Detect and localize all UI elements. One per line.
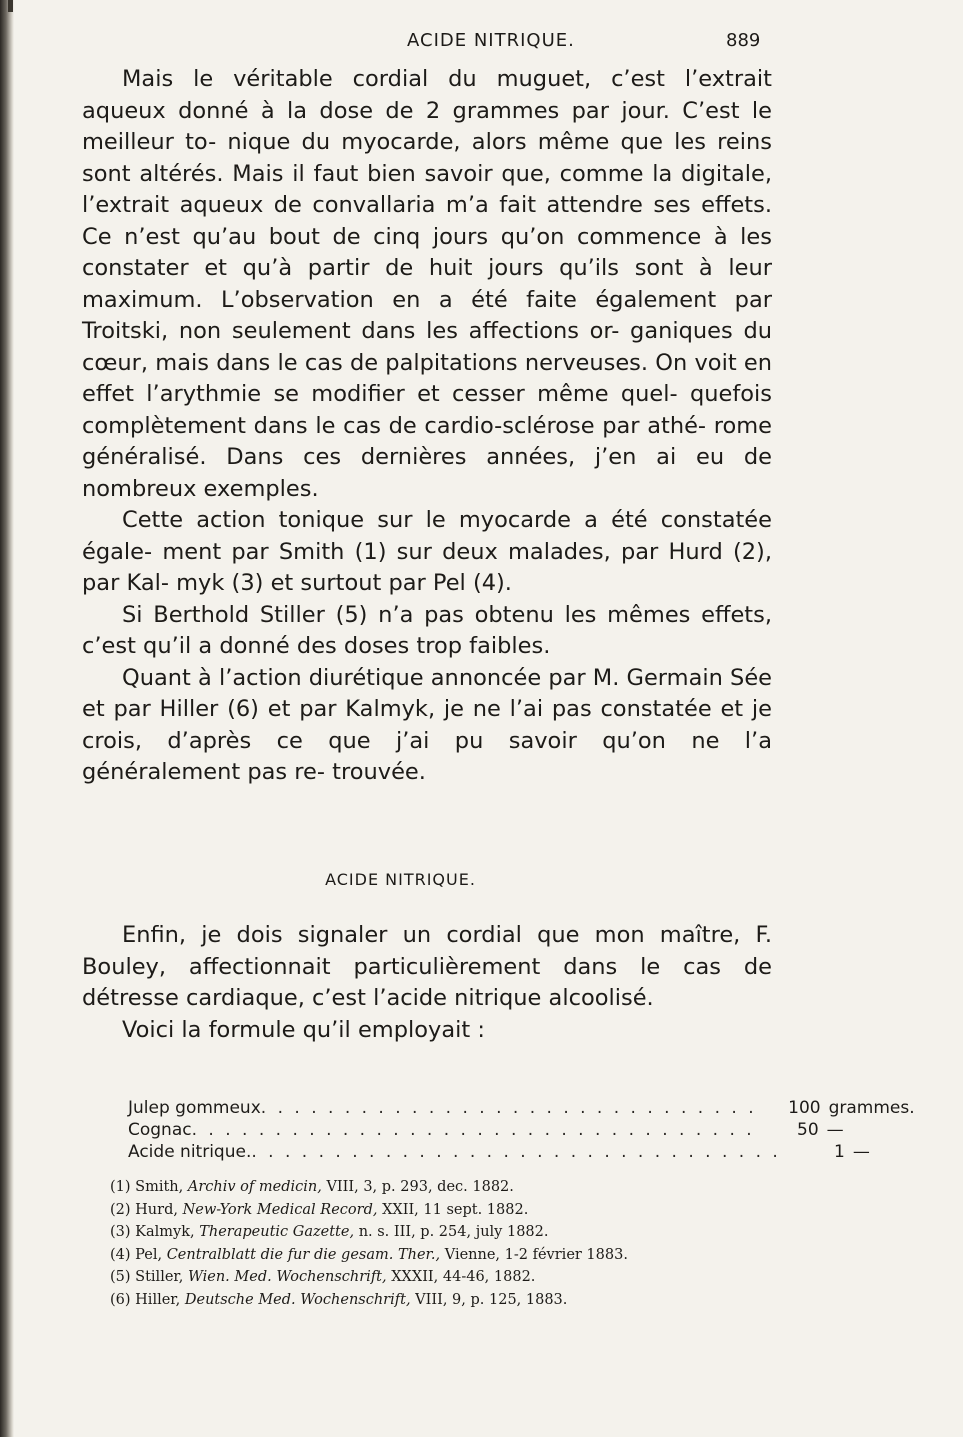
footnote-number: (5) <box>110 1269 131 1285</box>
footnote-source: Archiv of medicin, <box>187 1179 322 1195</box>
footnote-source: Centralblatt die fur die gesam. Ther., <box>166 1246 441 1263</box>
footnote-source: Therapeutic Gazette, <box>199 1224 355 1240</box>
paragraph: Quant à l’action diurétique annoncée par M. Germain Sée et par Hiller (6) et par Kalmyk, je ne l’ai pas constatée et je crois, d’après ce que j’ai pu savoir qu’on ne l’a généralement pas re- trouvée. <box>82 664 772 785</box>
footnote <box>110 1221 790 1244</box>
ingredient-quantity: 50 <box>797 1120 819 1140</box>
running-header <box>0 30 801 54</box>
ingredient-quantity: 1 <box>833 1142 845 1162</box>
ingredient-quantity: 100 <box>788 1098 821 1118</box>
footnote-number: (4) <box>110 1246 131 1263</box>
ingredient-unit: — <box>852 1142 870 1162</box>
footnote-details: Vienne, 1-2 février 1883. <box>444 1246 628 1263</box>
paragraph: Si Berthold Stiller (5) n’a pas obtenu les mêmes effets, c’est qu’il a donné des doses trop faibles. <box>82 601 772 659</box>
page-binding-edge <box>0 0 14 1437</box>
paragraph: Enfin, je dois signaler un cordial que mon maître, F. Bouley, affectionnait particulièrement dans le cas de détresse cardiaque, c’est l’acide nitrique alcoolisé. <box>82 922 772 1011</box>
paragraph: Cette action tonique sur le myocarde a été constatée égale- ment par Smith (1) sur deux malades, par Hurd (2), par Kal- myk (3) et surtout par Pel (4). <box>82 507 772 596</box>
formula-row <box>128 1097 915 1119</box>
ingredient-unit: grammes. <box>828 1098 915 1118</box>
footnote <box>110 1289 790 1312</box>
binding-mark <box>8 0 13 12</box>
footnotes <box>110 1176 790 1311</box>
footnote-source: Deutsche Med. Wochenschrift, <box>184 1291 411 1308</box>
footnote-author: Pel, <box>135 1246 163 1263</box>
footnote-source: Wien. Med. Wochenschrift, <box>187 1269 387 1285</box>
leader-dots: . . . . . . . . . . . . . . . . . . . . . . . . . . . . . . . . <box>251 1142 781 1162</box>
footnote <box>110 1176 790 1199</box>
running-title: ACIDE NITRIQUE. <box>407 30 575 51</box>
footnote-number: (1) <box>110 1179 131 1195</box>
footnote-details: XXII, 11 sept. 1882. <box>382 1201 529 1218</box>
footnote-author: Smith, <box>135 1179 184 1195</box>
main-text-bottom <box>82 920 772 1046</box>
footnote-details: XXXII, 44-46, 1882. <box>391 1269 536 1285</box>
footnote-details: VIII, 9, p. 125, 1883. <box>415 1291 568 1308</box>
leader-dots: . . . . . . . . . . . . . . . . . . . . . . . . . . . . . . <box>260 1098 757 1118</box>
paragraph: Voici la formule qu’il employait : <box>122 1016 485 1043</box>
footnote-author: Kalmyk, <box>135 1224 195 1240</box>
ingredient-name: Acide nitrique. <box>128 1142 252 1162</box>
footnote-number: (2) <box>110 1201 131 1218</box>
footnote-details: n. s. III, p. 254, july 1882. <box>358 1224 549 1240</box>
footnote-source: New-York Medical Record, <box>182 1201 378 1218</box>
leader-dots: . . . . . . . . . . . . . . . . . . . . . . . . . . . . . . . . . . <box>191 1120 755 1140</box>
footnote <box>110 1199 790 1222</box>
footnote-author: Stiller, <box>135 1269 184 1285</box>
footnote-author: Hiller, <box>135 1291 181 1308</box>
formula-row <box>128 1141 870 1163</box>
footnote-details: VIII, 3, p. 293, dec. 1882. <box>326 1179 514 1195</box>
main-text-top <box>82 64 772 789</box>
footnote-author: Hurd, <box>135 1201 178 1218</box>
footnote <box>110 1244 790 1267</box>
ingredient-unit: — <box>826 1120 844 1140</box>
formula-row <box>128 1119 844 1141</box>
section-heading: ACIDE NITRIQUE. <box>325 870 476 889</box>
page-number: 889 <box>726 30 761 51</box>
footnote-number: (3) <box>110 1224 131 1240</box>
footnote <box>110 1266 790 1289</box>
formula-list <box>128 1097 915 1163</box>
footnote-number: (6) <box>110 1291 131 1308</box>
ingredient-name: Cognac <box>128 1120 192 1140</box>
ingredient-name: Julep gommeux <box>128 1098 261 1118</box>
paragraph: Mais le véritable cordial du muguet, c’est l’extrait aqueux donné à la dose de 2 grammes par jour. C’est le meilleur to- nique du myocarde, alors même que les reins sont altérés. Mais il faut bien savoir que, comme la digitale, l’extrait aqueux de convallaria m’a fait attendre ses effets. Ce n’est qu’au bout de cinq jours qu’on commence à les constater et qu’à partir de huit jours qu’ils sont à leur maximum. L’observation en a été faite également par Troitski, non seulement dans les affections or- ganiques du cœur, mais dans le cas de palpitations nerveuses. On voit en effet l’arythmie se modifier et cesser même quel- quefois complètement dans le cas de cardio-sclérose par athé- rome généralisé. Dans ces dernières années, j’en ai eu de nombreux exemples. <box>82 66 772 502</box>
